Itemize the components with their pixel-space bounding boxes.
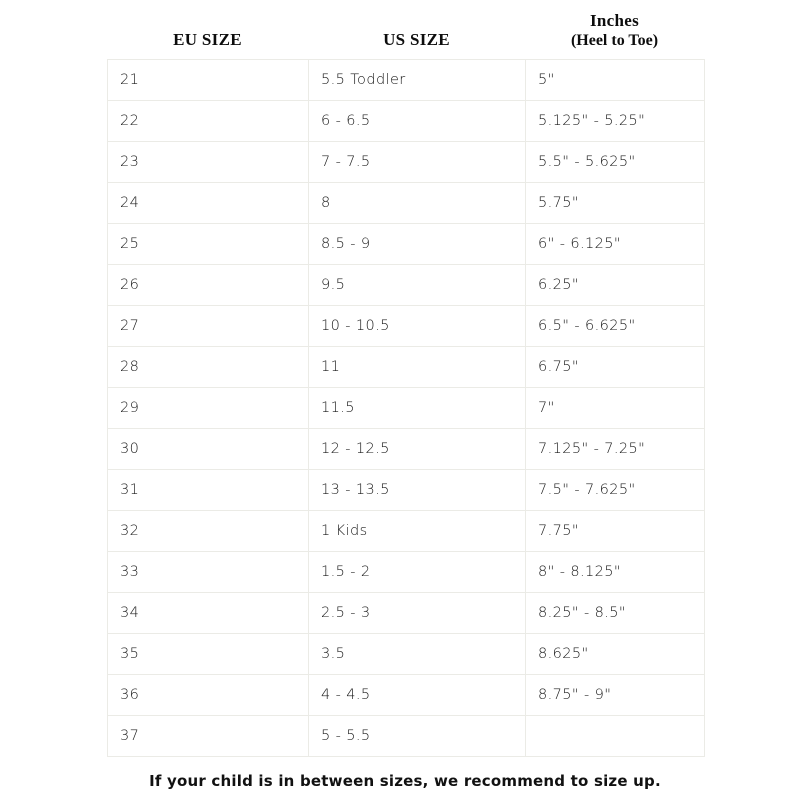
cell-eu-size: 30 xyxy=(108,429,309,470)
column-header-us-size xyxy=(308,0,525,59)
cell-eu-size: 36 xyxy=(108,675,309,716)
table-row xyxy=(108,142,705,183)
cell-inches: 8.25" - 8.5" xyxy=(526,593,705,634)
table-row xyxy=(108,511,705,552)
table-column-headers xyxy=(107,0,704,59)
cell-us-size: 11.5 xyxy=(309,388,526,429)
cell-inches: 5.5" - 5.625" xyxy=(526,142,705,183)
column-header-inches-label: Inches xyxy=(589,11,640,30)
cell-inches xyxy=(526,716,705,757)
cell-us-size: 3.5 xyxy=(309,634,526,675)
cell-us-size: 5.5 Toddler xyxy=(309,60,526,101)
cell-us-size: 5 - 5.5 xyxy=(309,716,526,757)
table-row xyxy=(108,593,705,634)
cell-inches: 7.75" xyxy=(526,511,705,552)
cell-eu-size: 28 xyxy=(108,347,309,388)
column-header-inches xyxy=(525,0,704,59)
column-header-us-size-label: US SIZE xyxy=(383,30,450,49)
footer-note: If your child is in between sizes, we recommend to size up. xyxy=(149,772,661,790)
cell-inches: 6.25" xyxy=(526,265,705,306)
cell-us-size: 6 - 6.5 xyxy=(309,101,526,142)
cell-eu-size: 37 xyxy=(108,716,309,757)
cell-us-size: 8.5 - 9 xyxy=(309,224,526,265)
cell-us-size: 10 - 10.5 xyxy=(309,306,526,347)
table-row xyxy=(108,716,705,757)
table-row xyxy=(108,347,705,388)
cell-inches: 8.625" xyxy=(526,634,705,675)
cell-eu-size: 34 xyxy=(108,593,309,634)
cell-eu-size: 31 xyxy=(108,470,309,511)
cell-inches: 6.5" - 6.625" xyxy=(526,306,705,347)
table-row xyxy=(108,60,705,101)
cell-us-size: 8 xyxy=(309,183,526,224)
cell-eu-size: 26 xyxy=(108,265,309,306)
cell-us-size: 9.5 xyxy=(309,265,526,306)
cell-eu-size: 32 xyxy=(108,511,309,552)
cell-us-size: 7 - 7.5 xyxy=(309,142,526,183)
size-conversion-table xyxy=(107,59,705,757)
cell-inches: 6" - 6.125" xyxy=(526,224,705,265)
cell-us-size: 1.5 - 2 xyxy=(309,552,526,593)
cell-us-size: 2.5 - 3 xyxy=(309,593,526,634)
cell-eu-size: 35 xyxy=(108,634,309,675)
column-header-eu-size-label: EU SIZE xyxy=(173,30,242,49)
cell-inches: 8" - 8.125" xyxy=(526,552,705,593)
cell-us-size: 13 - 13.5 xyxy=(309,470,526,511)
cell-eu-size: 27 xyxy=(108,306,309,347)
table-row xyxy=(108,224,705,265)
table-row xyxy=(108,429,705,470)
cell-inches: 6.75" xyxy=(526,347,705,388)
cell-inches: 5.125" - 5.25" xyxy=(526,101,705,142)
cell-inches: 7.5" - 7.625" xyxy=(526,470,705,511)
cell-eu-size: 24 xyxy=(108,183,309,224)
cell-inches: 7" xyxy=(526,388,705,429)
cell-eu-size: 21 xyxy=(108,60,309,101)
table-row xyxy=(108,306,705,347)
cell-eu-size: 29 xyxy=(108,388,309,429)
table-row xyxy=(108,675,705,716)
table-row xyxy=(108,552,705,593)
table-row xyxy=(108,388,705,429)
cell-us-size: 11 xyxy=(309,347,526,388)
table-row xyxy=(108,183,705,224)
table-row xyxy=(108,101,705,142)
cell-eu-size: 23 xyxy=(108,142,309,183)
column-header-inches-sublabel: (Heel to Toe) xyxy=(570,32,659,49)
cell-inches: 5" xyxy=(526,60,705,101)
table-row xyxy=(108,634,705,675)
cell-inches: 5.75" xyxy=(526,183,705,224)
size-table-body xyxy=(108,60,705,757)
column-header-eu-size xyxy=(107,0,308,59)
cell-eu-size: 22 xyxy=(108,101,309,142)
cell-us-size: 1 Kids xyxy=(309,511,526,552)
cell-eu-size: 25 xyxy=(108,224,309,265)
cell-us-size: 12 - 12.5 xyxy=(309,429,526,470)
cell-inches: 7.125" - 7.25" xyxy=(526,429,705,470)
table-row xyxy=(108,470,705,511)
table-row xyxy=(108,265,705,306)
cell-eu-size: 33 xyxy=(108,552,309,593)
cell-us-size: 4 - 4.5 xyxy=(309,675,526,716)
cell-inches: 8.75" - 9" xyxy=(526,675,705,716)
